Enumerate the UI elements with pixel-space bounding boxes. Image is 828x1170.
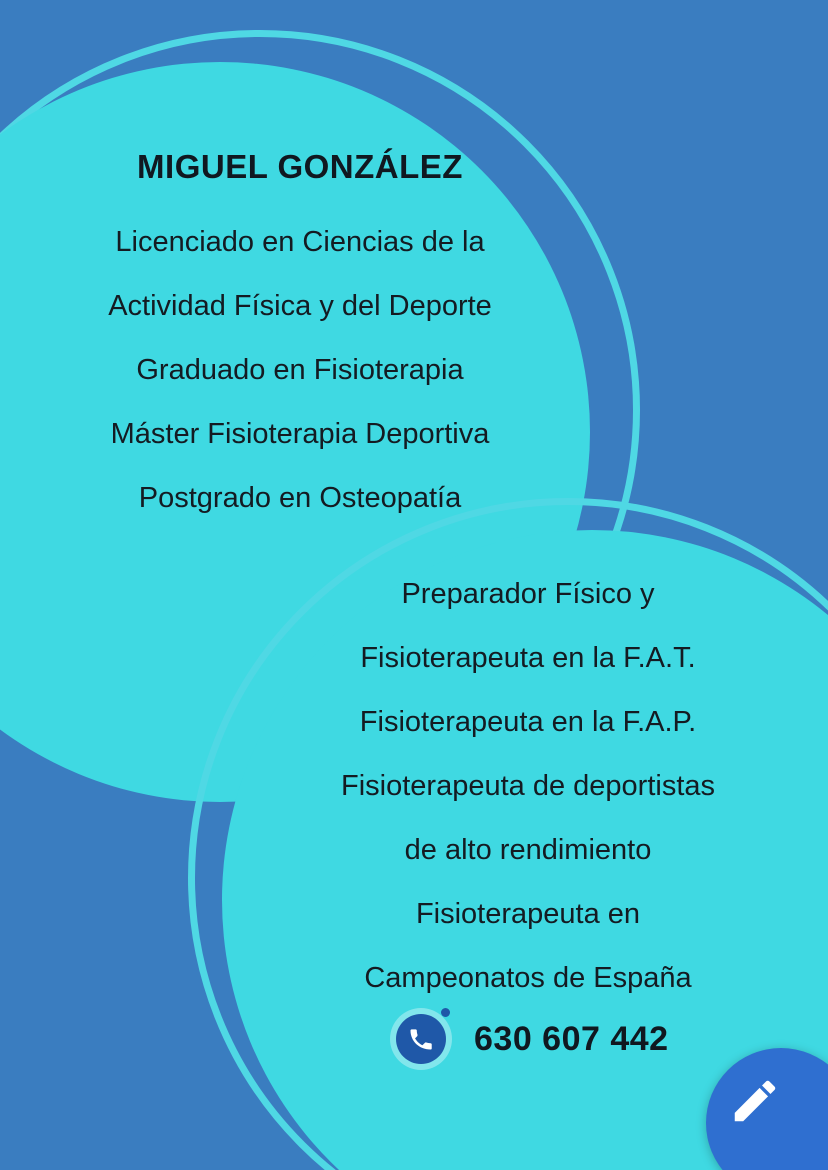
credential-line: Postgrado en Osteopatía — [138, 482, 462, 514]
experience-line: de alto rendimiento — [404, 834, 652, 866]
pencil-edit-icon — [728, 1074, 782, 1128]
profile-name: MIGUEL GONZÁLEZ — [137, 148, 463, 185]
credential-line: Licenciado en Ciencias de la — [115, 226, 485, 258]
credential-line: Graduado en Fisioterapia — [136, 354, 464, 386]
phone-icon — [390, 1008, 452, 1070]
experience-line: Fisioterapeuta en la F.A.P. — [359, 706, 697, 738]
experience-line: Campeonatos de España — [364, 962, 692, 994]
credential-line: Máster Fisioterapia Deportiva — [110, 418, 490, 450]
phone-icon-disc — [396, 1014, 446, 1064]
experience-line: Fisioterapeuta de deportistas — [341, 770, 715, 802]
phone-number: 630 607 442 — [474, 1019, 669, 1058]
credential-line: Actividad Física y del Deporte — [108, 290, 492, 322]
experience-line: Fisioterapeuta en — [415, 898, 641, 930]
credentials-block — [0, 148, 600, 530]
experience-block — [228, 562, 828, 1010]
experience-line: Preparador Físico y — [401, 578, 655, 610]
phone-icon-dot — [441, 1008, 450, 1017]
phone-row — [390, 1008, 669, 1070]
experience-line: Fisioterapeuta en la F.A.T. — [360, 642, 696, 674]
